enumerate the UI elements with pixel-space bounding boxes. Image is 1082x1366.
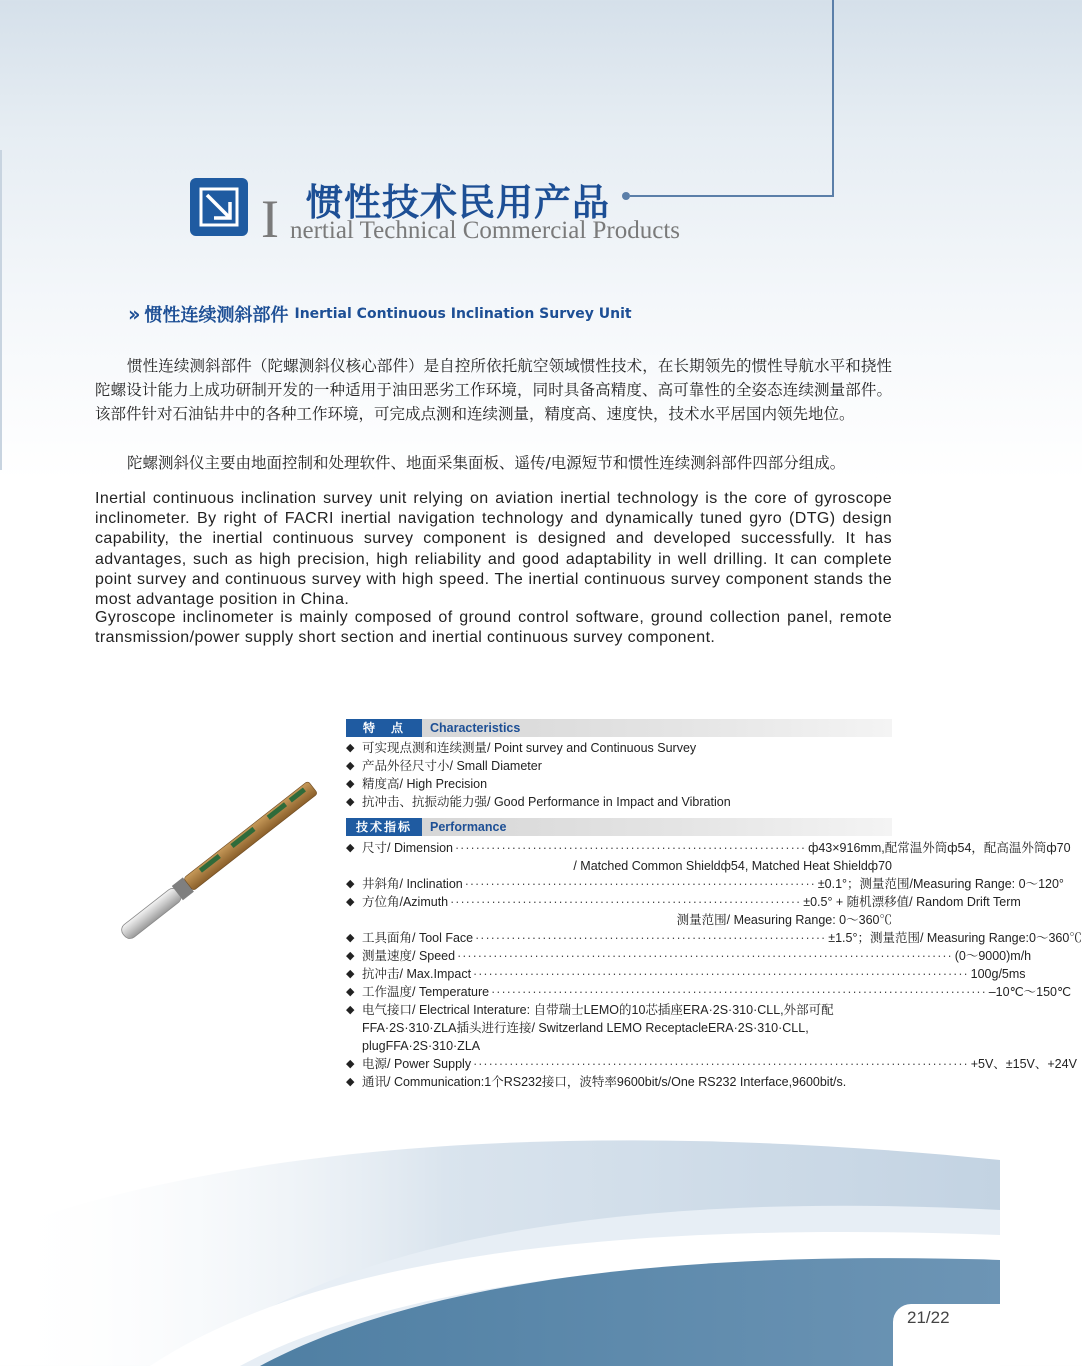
section-title-cn: 惯性连续测斜部件 xyxy=(144,305,289,326)
intro-paragraph-en-2: Gyroscope inclinometer is mainly composed of ground control software, ground collection panel, remote transmission/power supply short section and inertial continuous survey component. xyxy=(95,609,892,647)
diamond-bullet-icon: ◆ xyxy=(346,1058,355,1070)
characteristics-label-en: Characteristics xyxy=(430,721,521,735)
spec-dimension-continued: / Matched Common Shieldф54, Matched Heat Shieldф70 xyxy=(573,859,892,873)
diamond-bullet-icon: ◆ xyxy=(346,986,355,998)
characteristics-label-cn: 特 点 xyxy=(346,719,422,737)
diamond-bullet-icon: ◆ xyxy=(346,932,355,944)
characteristics-list xyxy=(346,739,892,811)
diamond-bullet-icon: ◆ xyxy=(346,968,355,980)
diamond-bullet-icon: ◆ xyxy=(346,950,355,962)
section-title-en: Inertial Continuous Inclination Survey Unit xyxy=(294,306,632,322)
decorative-vertical-line xyxy=(832,0,834,196)
list-item: ◆ 抗冲击、抗振动能力强/ Good Performance in Impact and Vibration xyxy=(346,795,731,809)
intro-paragraph-cn-1: 惯性连续测斜部件（陀螺测斜仪核心部件）是自控所依托航空领域惯性技术，在长期领先的惯性导航水平和挠性陀螺设计能力上成功研制开发的一种适用于油田恶劣工作环境，同时具备高精度、高可靠性的全姿态连续测量部件。该部件针对石油钻井中的各种工作环境，可完成点测和连续测量，精度高、速度快，技术水平居国内领先地位。 xyxy=(95,357,892,423)
list-item: ◆ 产品外径尺寸小/ Small Diameter xyxy=(346,759,542,773)
page-number: 21/22 xyxy=(907,1308,950,1327)
page-title-cn: 惯性技术民用产品 xyxy=(306,181,610,224)
section-heading xyxy=(128,300,632,328)
diamond-bullet-icon: ◆ xyxy=(346,796,355,808)
decorative-wave xyxy=(0,1120,1000,1366)
double-chevron-icon: ›› xyxy=(128,302,137,326)
spec-azimuth: ◆ 方位角/Azimuth ···································································· ±0.5° + 随机漂移值/ Random Drift Term xyxy=(346,895,1021,909)
spec-tool-face: ◆ 工具面角/ Tool Face ···································································· ±1.5°；测量范围/ Measuring Range:0～360℃ xyxy=(346,931,1082,945)
diamond-bullet-icon: ◆ xyxy=(346,1076,355,1088)
page-title-en: nertial Technical Commercial Products xyxy=(290,217,681,244)
spec-communication: ◆ 通讯/ Communication:1个RS232接口，波特率9600bit/s/One RS232 Interface,9600bit/s. xyxy=(346,1075,847,1089)
performance-label-cn: 技术指标 xyxy=(346,818,422,836)
diamond-bullet-icon: ◆ xyxy=(346,742,355,754)
characteristics-header xyxy=(346,719,892,737)
decorative-dot xyxy=(622,192,630,200)
diamond-bullet-icon: ◆ xyxy=(346,842,355,854)
list-item: ◆ 可实现点测和连续测量/ Point survey and Continuous Survey xyxy=(346,741,697,755)
intro-paragraph-cn-2: 陀螺测斜仪主要由地面控制和处理软件、地面采集面板、遥传/电源短节和惯性连续测斜部件四部分组成。 xyxy=(127,454,846,472)
page-title-en-initial: I xyxy=(261,189,279,249)
spec-inclination: ◆ 井斜角/ Inclination ···································································· ±0.1°；测量范围/Measuring Range: 0～120° xyxy=(346,877,1064,891)
performance-label-en: Performance xyxy=(430,820,507,834)
spec-impact: ◆ 抗冲击/ Max.Impact ································································································ 100g/5ms xyxy=(346,967,1026,981)
spec-power: ◆ 电源/ Power Supply ································································································ +5V、±15V、+24V xyxy=(346,1057,1077,1071)
diamond-bullet-icon: ◆ xyxy=(346,760,355,772)
diamond-bullet-icon: ◆ xyxy=(346,1004,355,1016)
spec-temperature: ◆ 工作温度/ Temperature ································································································ –10℃～150℃ xyxy=(346,985,1072,999)
page-number-box xyxy=(893,1304,1000,1366)
product-photo xyxy=(110,760,320,970)
spec-panel xyxy=(346,719,1082,1091)
left-edge-rule xyxy=(0,150,2,470)
decorative-horizontal-line xyxy=(630,195,834,197)
spec-electrical: ◆ 电气接口/ Electrical Interature: 自带瑞士LEMO的10芯插座ERA·2S·310·CLL,外部可配FFA·2S·310·ZLA插头进行连接/ Switzerland LEMO ReceptacleERA·2S·310·CLL, plugFFA·2S·310·ZLA xyxy=(346,1003,834,1053)
spec-speed: ◆ 测量速度/ Speed ································································································ (0～9000)m/h xyxy=(346,949,1032,963)
performance-header xyxy=(346,818,892,836)
diamond-bullet-icon: ◆ xyxy=(346,896,355,908)
diamond-bullet-icon: ◆ xyxy=(346,878,355,890)
intro-paragraph-en-1: Inertial continuous inclination survey unit relying on aviation inertial technology is the core of gyroscope inclinometer. By right of FACRI inertial navigation technology and dynamically tuned gyro (DTG) design capability, the inertial continuous survey component is designed and developed successfully. It has advantages, such as high precision, high reliability and good adaptability in well drilling. It can complete point survey and continuous survey with high speed. The inertial continuous survey component stands the most advantage position in China. xyxy=(95,490,892,609)
spec-dimension: ◆ 尺寸/ Dimension ···································································· ф43×916mm,配常温外筒ф54，配高温外筒ф70 xyxy=(346,841,1071,855)
performance-list xyxy=(346,839,1082,1091)
spec-azimuth-continued: 测量范围/ Measuring Range: 0～360℃ xyxy=(676,913,892,927)
arrow-logo-icon xyxy=(190,178,248,236)
diamond-bullet-icon: ◆ xyxy=(346,778,355,790)
list-item: ◆ 精度高/ High Precision xyxy=(346,777,488,791)
